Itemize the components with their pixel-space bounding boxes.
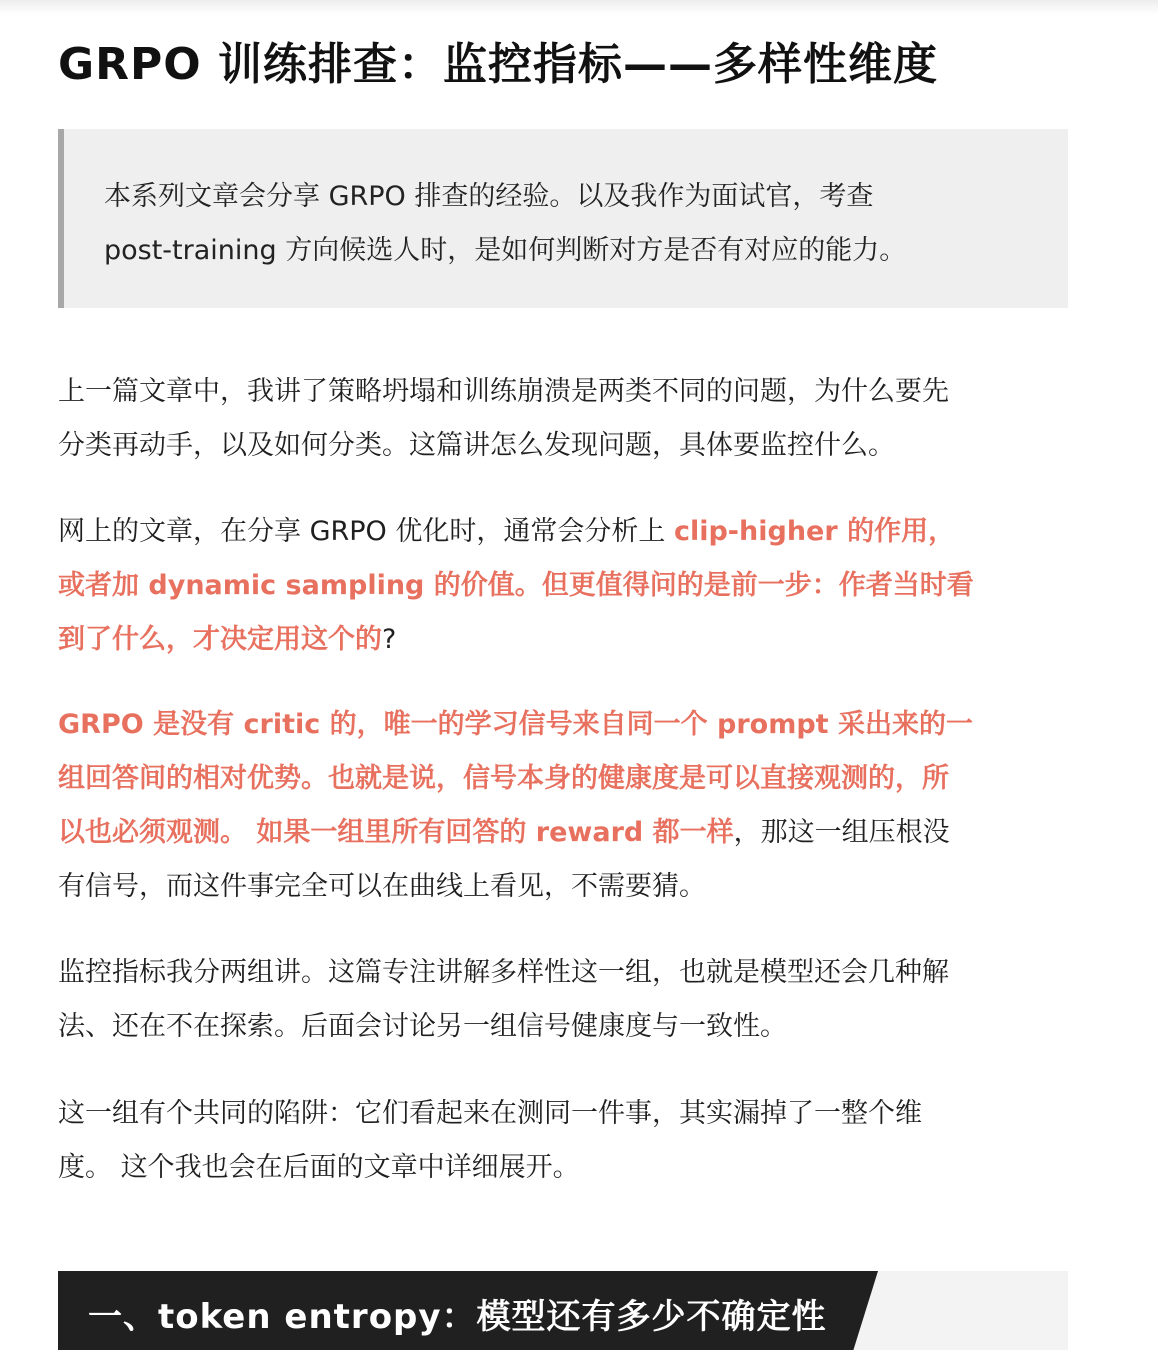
intro-blockquote <box>58 129 1068 308</box>
paragraph-line <box>58 505 1068 559</box>
top-shadow <box>0 0 1158 14</box>
paragraph-line: 分类再动手，以及如何分类。这篇讲怎么发现问题，具体要监控什么。 <box>58 430 895 461</box>
paragraph-3 <box>58 698 1068 914</box>
plain-text: 有信号，而这件事完全可以在曲线上看见，不需要猜。 <box>58 871 706 902</box>
highlighted-text: 以也必须观测。 如果一组里所有回答的 reward 都一样 <box>58 817 734 848</box>
highlighted-text: 组回答间的相对优势。也就是说，信号本身的健康度是可以直接观测的，所 <box>58 763 949 794</box>
paragraph-line <box>58 860 1068 914</box>
paragraph-line <box>58 806 1068 860</box>
section-heading: 一、token entropy：模型还有多少不确定性 <box>88 1297 827 1337</box>
paragraph-line: 度。 这个我也会在后面的文章中详细展开。 <box>58 1152 580 1183</box>
plain-text: 网上的文章，在分享 GRPO 优化时，通常会分析上 <box>58 516 674 547</box>
intro-line: post-training 方向候选人时，是如何判断对方是否有对应的能力。 <box>104 235 907 266</box>
paragraph-1 <box>58 365 1068 473</box>
highlighted-text: GRPO 是没有 critic 的，唯一的学习信号来自同一个 prompt 采出来的一 <box>58 709 973 740</box>
highlighted-text: clip-higher 的作用， <box>673 516 956 547</box>
paragraph-line <box>58 698 1068 752</box>
paragraph-line: 法、还在不在探索。后面会讨论另一组信号健康度与一致性。 <box>58 1011 787 1042</box>
paragraph-4 <box>58 946 1068 1054</box>
section-heading-bar <box>58 1271 1068 1350</box>
highlighted-text: 或者加 dynamic sampling 的价值。但更值得问的是前一步：作者当时看 <box>58 570 974 601</box>
highlighted-text: 到了什么，才决定用这个的 <box>58 624 382 655</box>
plain-text: ，那这一组压根没 <box>733 817 950 848</box>
paragraph-2 <box>58 505 1068 667</box>
paragraph-line <box>58 752 1068 806</box>
paragraph-line <box>58 613 1068 667</box>
paragraph-line <box>58 559 1068 613</box>
paragraph-line: 上一篇文章中，我讲了策略坍塌和训练崩溃是两类不同的问题，为什么要先 <box>58 376 949 407</box>
paragraph-5 <box>58 1087 1068 1195</box>
paragraph-line: 这一组有个共同的陷阱：它们看起来在测同一件事，其实漏掉了一整个维 <box>58 1098 922 1129</box>
article-title: GRPO 训练排查：监控指标——多样性维度 <box>58 39 938 90</box>
plain-text: ? <box>382 624 397 655</box>
paragraph-line: 监控指标我分两组讲。这篇专注讲解多样性这一组，也就是模型还会几种解 <box>58 957 949 988</box>
intro-line: 本系列文章会分享 GRPO 排查的经验。以及我作为面试官，考查 <box>104 181 874 212</box>
